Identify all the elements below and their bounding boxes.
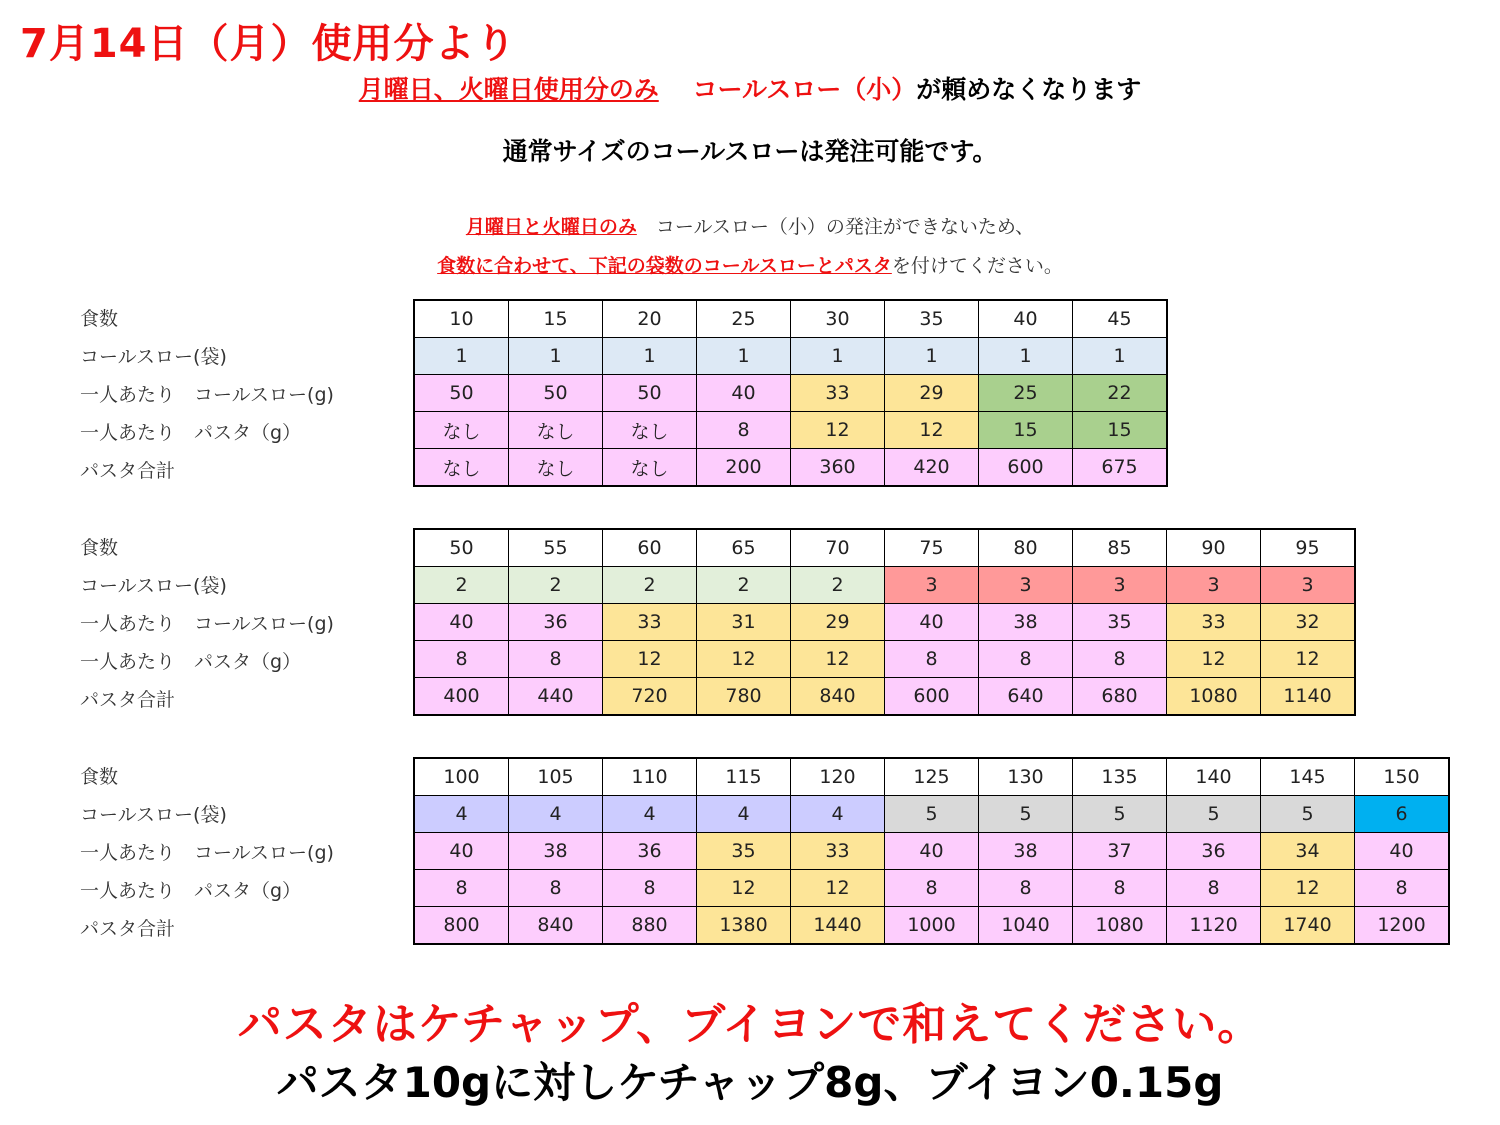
- table-cell: 75: [885, 529, 979, 567]
- row-label-coleslaw-per-person: 一人あたり コールスロー(g): [80, 842, 334, 864]
- notice-line: [0, 70, 1500, 106]
- table-cell: 1080: [1073, 907, 1167, 945]
- table-cell: 25: [979, 375, 1073, 412]
- table-row: [414, 412, 1167, 449]
- table-cell: 360: [791, 449, 885, 487]
- table-cell: 38: [979, 604, 1073, 641]
- table-cell: 40: [1355, 833, 1450, 870]
- table-cell: 1: [979, 338, 1073, 375]
- table-cell: 36: [603, 833, 697, 870]
- table-cell: 1: [603, 338, 697, 375]
- table-row: [414, 833, 1449, 870]
- table-cell: 25: [697, 300, 791, 338]
- table-cell: 8: [1167, 870, 1261, 907]
- table-cell: 135: [1073, 758, 1167, 796]
- table-cell: 3: [1261, 567, 1356, 604]
- table-cell: 65: [697, 529, 791, 567]
- row-label-pasta-total: パスタ合計: [80, 689, 176, 711]
- table-cell: 1380: [697, 907, 791, 945]
- table-cell: 22: [1073, 375, 1168, 412]
- table-cell: 38: [979, 833, 1073, 870]
- row-label-pasta-total: パスタ合計: [80, 460, 176, 482]
- table-cell: 780: [697, 678, 791, 716]
- table-cell: 1: [414, 338, 509, 375]
- table-cell: 5: [1073, 796, 1167, 833]
- table-cell: 840: [509, 907, 603, 945]
- portion-table-3: [413, 757, 1450, 945]
- table-cell: 12: [1261, 641, 1356, 678]
- table-cell: 6: [1355, 796, 1450, 833]
- table-row: [414, 567, 1355, 604]
- table-cell: 12: [603, 641, 697, 678]
- table-row: [414, 529, 1355, 567]
- table-cell: 50: [603, 375, 697, 412]
- table-row: [414, 641, 1355, 678]
- table-cell: 35: [1073, 604, 1167, 641]
- table-cell: 4: [697, 796, 791, 833]
- table-cell: 40: [885, 833, 979, 870]
- table-cell: 1: [791, 338, 885, 375]
- table-cell: 40: [697, 375, 791, 412]
- table-cell: 200: [697, 449, 791, 487]
- table-cell: 12: [885, 412, 979, 449]
- table-cell: 36: [1167, 833, 1261, 870]
- instruction-line-2: [0, 251, 1500, 278]
- table-cell: 2: [603, 567, 697, 604]
- table-cell: 2: [697, 567, 791, 604]
- table-cell: 1000: [885, 907, 979, 945]
- table-cell: 33: [791, 833, 885, 870]
- table-cell: 40: [414, 604, 509, 641]
- table-cell: 4: [791, 796, 885, 833]
- table-cell: 95: [1261, 529, 1356, 567]
- table-cell: 15: [509, 300, 603, 338]
- table-cell: 4: [414, 796, 509, 833]
- notice-text: が頼めなくなります: [916, 75, 1142, 104]
- table-cell: 8: [1073, 870, 1167, 907]
- table-cell: なし: [414, 449, 509, 487]
- table-cell: 800: [414, 907, 509, 945]
- table-cell: 1040: [979, 907, 1073, 945]
- table-cell: 12: [791, 412, 885, 449]
- table-cell: 1200: [1355, 907, 1450, 945]
- table-cell: 35: [885, 300, 979, 338]
- table-cell: 8: [885, 641, 979, 678]
- table-cell: 55: [509, 529, 603, 567]
- row-label-coleslaw-bags: コールスロー(袋): [80, 346, 227, 368]
- table-cell: 5: [885, 796, 979, 833]
- row-label-pasta-per-person: 一人あたり パスタ（g）: [80, 651, 302, 673]
- table-cell: 1: [509, 338, 603, 375]
- table-cell: 125: [885, 758, 979, 796]
- table-cell: 100: [414, 758, 509, 796]
- row-labels-table-3: [80, 758, 400, 948]
- table-cell: 110: [603, 758, 697, 796]
- table-cell: 29: [791, 604, 885, 641]
- table-cell: 45: [1073, 300, 1168, 338]
- table-cell: 3: [885, 567, 979, 604]
- table-cell: 8: [509, 870, 603, 907]
- regular-size-note: 通常サイズのコールスローは発注可能です。: [502, 137, 998, 166]
- table-cell: 85: [1073, 529, 1167, 567]
- table-cell: 1: [697, 338, 791, 375]
- table-row: [414, 338, 1167, 375]
- table-cell: 29: [885, 375, 979, 412]
- table-row: [414, 300, 1167, 338]
- table-cell: 8: [697, 412, 791, 449]
- seasoning-instruction: パスタはケチャップ、ブイヨンで和えてください。: [237, 999, 1263, 1050]
- table-cell: なし: [509, 449, 603, 487]
- table-cell: 35: [697, 833, 791, 870]
- table-cell: なし: [414, 412, 509, 449]
- table-row: [414, 604, 1355, 641]
- table-cell: 20: [603, 300, 697, 338]
- table-cell: 33: [1167, 604, 1261, 641]
- table-cell: 12: [1261, 870, 1355, 907]
- table-cell: 15: [979, 412, 1073, 449]
- table-cell: 600: [885, 678, 979, 716]
- table-cell: 2: [791, 567, 885, 604]
- table-cell: 31: [697, 604, 791, 641]
- table-cell: 38: [509, 833, 603, 870]
- table-cell: 3: [979, 567, 1073, 604]
- table-cell: 1120: [1167, 907, 1261, 945]
- table-cell: 36: [509, 604, 603, 641]
- table-cell: 8: [414, 641, 509, 678]
- table-cell: なし: [603, 412, 697, 449]
- table-cell: 2: [509, 567, 603, 604]
- table-cell: なし: [509, 412, 603, 449]
- table-cell: 8: [1073, 641, 1167, 678]
- table-cell: 12: [697, 870, 791, 907]
- notice-days: 月曜日、火曜日使用分のみ: [358, 75, 659, 104]
- table-cell: 1: [885, 338, 979, 375]
- table-cell: 8: [509, 641, 603, 678]
- table-row: [414, 870, 1449, 907]
- table-cell: 5: [1167, 796, 1261, 833]
- instruction-text-2: を付けてください。: [891, 255, 1063, 277]
- table-cell: 33: [603, 604, 697, 641]
- table-cell: 5: [979, 796, 1073, 833]
- table-cell: 1080: [1167, 678, 1261, 716]
- table-row: [414, 907, 1449, 945]
- table-cell: 80: [979, 529, 1073, 567]
- table-cell: 8: [414, 870, 509, 907]
- table-cell: なし: [603, 449, 697, 487]
- table-cell: 40: [414, 833, 509, 870]
- table-cell: 8: [979, 870, 1073, 907]
- table-cell: 1440: [791, 907, 885, 945]
- table-cell: 4: [603, 796, 697, 833]
- table-row: [414, 375, 1167, 412]
- table-cell: 145: [1261, 758, 1355, 796]
- notice-item: コールスロー（小）: [692, 75, 917, 104]
- table-cell: 8: [603, 870, 697, 907]
- row-label-coleslaw-bags: コールスロー(袋): [80, 575, 227, 597]
- portion-table-2: [413, 528, 1356, 716]
- table-cell: 3: [1073, 567, 1167, 604]
- instruction-emphasis: 食数に合わせて、下記の袋数のコールスローとパスタ: [437, 255, 892, 277]
- row-label-pasta-total: パスタ合計: [80, 918, 176, 940]
- row-label-coleslaw-per-person: 一人あたり コールスロー(g): [80, 384, 334, 406]
- table-cell: 400: [414, 678, 509, 716]
- table-cell: 8: [979, 641, 1073, 678]
- table-cell: 8: [1355, 870, 1450, 907]
- instruction-line-1: [0, 212, 1500, 239]
- row-label-pasta-per-person: 一人あたり パスタ（g）: [80, 880, 302, 902]
- table-cell: 12: [791, 641, 885, 678]
- table-row: [414, 796, 1449, 833]
- table-cell: 15: [1073, 412, 1168, 449]
- table-cell: 10: [414, 300, 509, 338]
- row-label-coleslaw-bags: コールスロー(袋): [80, 804, 227, 826]
- row-label-meals: 食数: [80, 766, 119, 788]
- table-cell: 90: [1167, 529, 1261, 567]
- instruction-days: 月曜日と火曜日のみ: [465, 216, 637, 238]
- row-labels-table-2: [80, 529, 400, 719]
- row-labels-table-1: [80, 300, 400, 490]
- table-cell: 32: [1261, 604, 1356, 641]
- instruction-text-1: コールスロー（小）の発注ができないため、: [655, 216, 1035, 238]
- row-label-meals: 食数: [80, 537, 119, 559]
- row-label-meals: 食数: [80, 308, 119, 330]
- table-cell: 8: [885, 870, 979, 907]
- row-label-pasta-per-person: 一人あたり パスタ（g）: [80, 422, 302, 444]
- table-cell: 50: [509, 375, 603, 412]
- page-title: 7月14日（月）使用分より: [20, 21, 517, 67]
- table-cell: 115: [697, 758, 791, 796]
- table-cell: 3: [1167, 567, 1261, 604]
- table-cell: 675: [1073, 449, 1168, 487]
- seasoning-ratio: パスタ10gに対しケチャップ8g、ブイヨン0.15g: [276, 1058, 1224, 1107]
- table-cell: 440: [509, 678, 603, 716]
- table-cell: 5: [1261, 796, 1355, 833]
- portion-table-1: [413, 299, 1168, 487]
- table-cell: 33: [791, 375, 885, 412]
- table-cell: 37: [1073, 833, 1167, 870]
- table-cell: 40: [885, 604, 979, 641]
- table-row: [414, 449, 1167, 487]
- table-cell: 840: [791, 678, 885, 716]
- table-cell: 70: [791, 529, 885, 567]
- table-cell: 4: [509, 796, 603, 833]
- table-cell: 1: [1073, 338, 1168, 375]
- table-cell: 420: [885, 449, 979, 487]
- table-cell: 680: [1073, 678, 1167, 716]
- table-cell: 12: [1167, 641, 1261, 678]
- table-cell: 1140: [1261, 678, 1356, 716]
- table-cell: 640: [979, 678, 1073, 716]
- table-cell: 720: [603, 678, 697, 716]
- table-cell: 50: [414, 529, 509, 567]
- table-row: [414, 758, 1449, 796]
- table-cell: 30: [791, 300, 885, 338]
- table-cell: 600: [979, 449, 1073, 487]
- table-cell: 60: [603, 529, 697, 567]
- table-cell: 105: [509, 758, 603, 796]
- table-cell: 12: [697, 641, 791, 678]
- table-cell: 12: [791, 870, 885, 907]
- table-cell: 1740: [1261, 907, 1355, 945]
- table-cell: 50: [414, 375, 509, 412]
- table-cell: 150: [1355, 758, 1450, 796]
- table-cell: 40: [979, 300, 1073, 338]
- table-cell: 120: [791, 758, 885, 796]
- table-cell: 140: [1167, 758, 1261, 796]
- table-cell: 130: [979, 758, 1073, 796]
- table-cell: 880: [603, 907, 697, 945]
- row-label-coleslaw-per-person: 一人あたり コールスロー(g): [80, 613, 334, 635]
- table-row: [414, 678, 1355, 716]
- table-cell: 34: [1261, 833, 1355, 870]
- table-cell: 2: [414, 567, 509, 604]
